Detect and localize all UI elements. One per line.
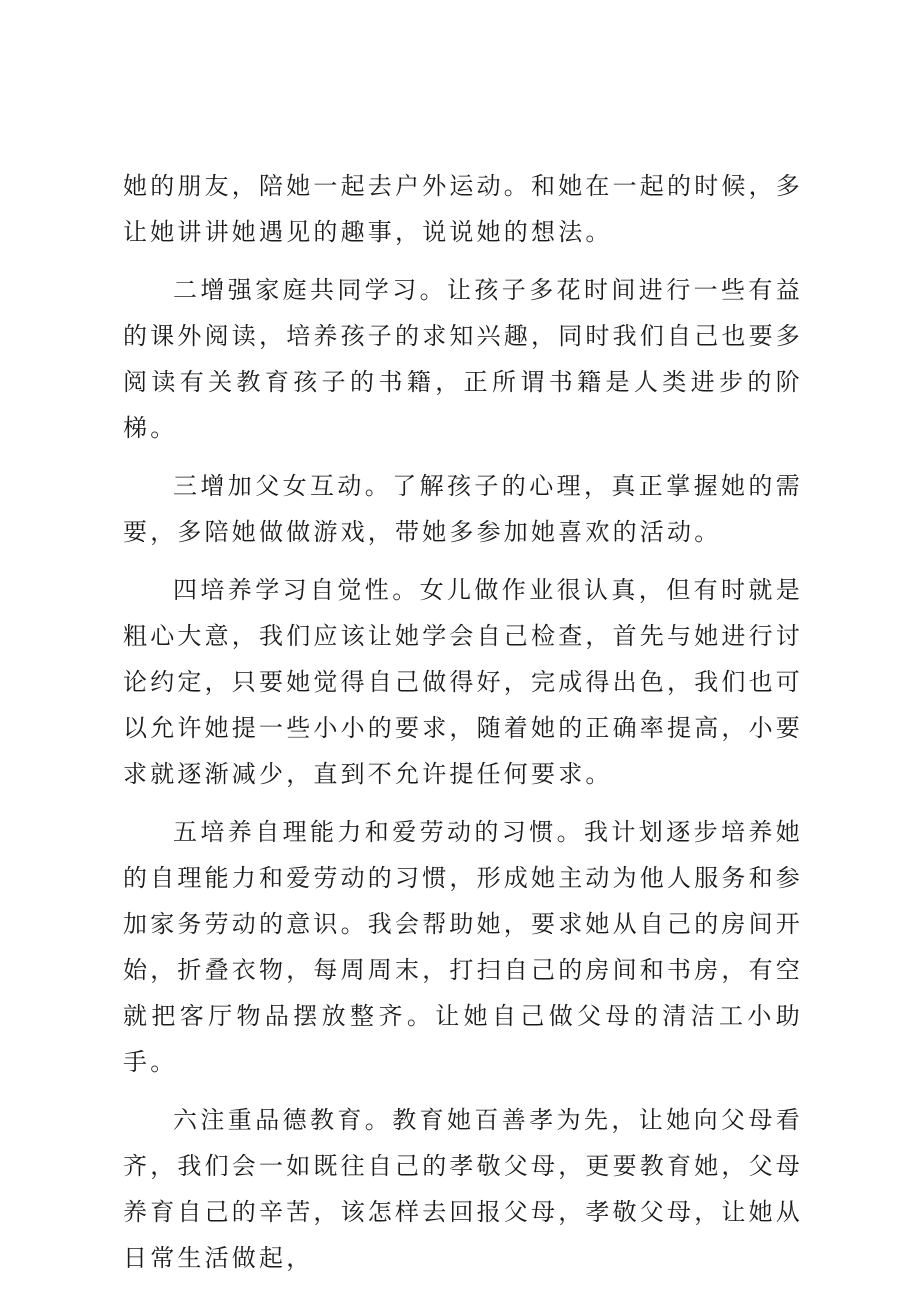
paragraph-5: 五培养自理能力和爱劳动的习惯。我计划逐步培养她的自理能力和爱劳动的习惯，形成她主动为他人服务和参加家务劳动的意识。我会帮助她，要求她从自己的房间开始，折叠衣物，每周周末，打扫自己的房间和书房，有空就把客厅物品摆放整齐。让她自己做父母的清洁工小助手。 (123, 818, 803, 1076)
paragraph-2: 二增强家庭共同学习。让孩子多花时间进行一些有益的课外阅读，培养孩子的求知兴趣，同时我们自己也要多阅读有关教育孩子的书籍，正所谓书籍是人类进步的阶梯。 (123, 276, 803, 442)
paragraph-4: 四培养学习自觉性。女儿做作业很认真，但有时就是粗心大意，我们应该让她学会自己检查，首先与她进行讨论约定，只要她觉得自己做得好，完成得出色，我们也可以允许她提一些小小的要求，随着她的正确率提高，小要求就逐渐减少，直到不允许提任何要求。 (123, 576, 803, 788)
paragraph-3: 三增加父女互动。了解孩子的心理，真正掌握她的需要，多陪她做做游戏，带她多参加她喜欢的活动。 (123, 472, 803, 546)
paragraph-6: 六注重品德教育。教育她百善孝为先，让她向父母看齐，我们会一如既往自己的孝敬父母，更要教育她，父母养育自己的辛苦，该怎样去回报父母，孝敬父母，让她从日常生活做起， (123, 1106, 803, 1272)
paragraph-1: 她的朋友，陪她一起去户外运动。和她在一起的时候，多让她讲讲她遇见的趣事，说说她的想法。 (123, 172, 803, 246)
document-body (123, 163, 803, 1293)
